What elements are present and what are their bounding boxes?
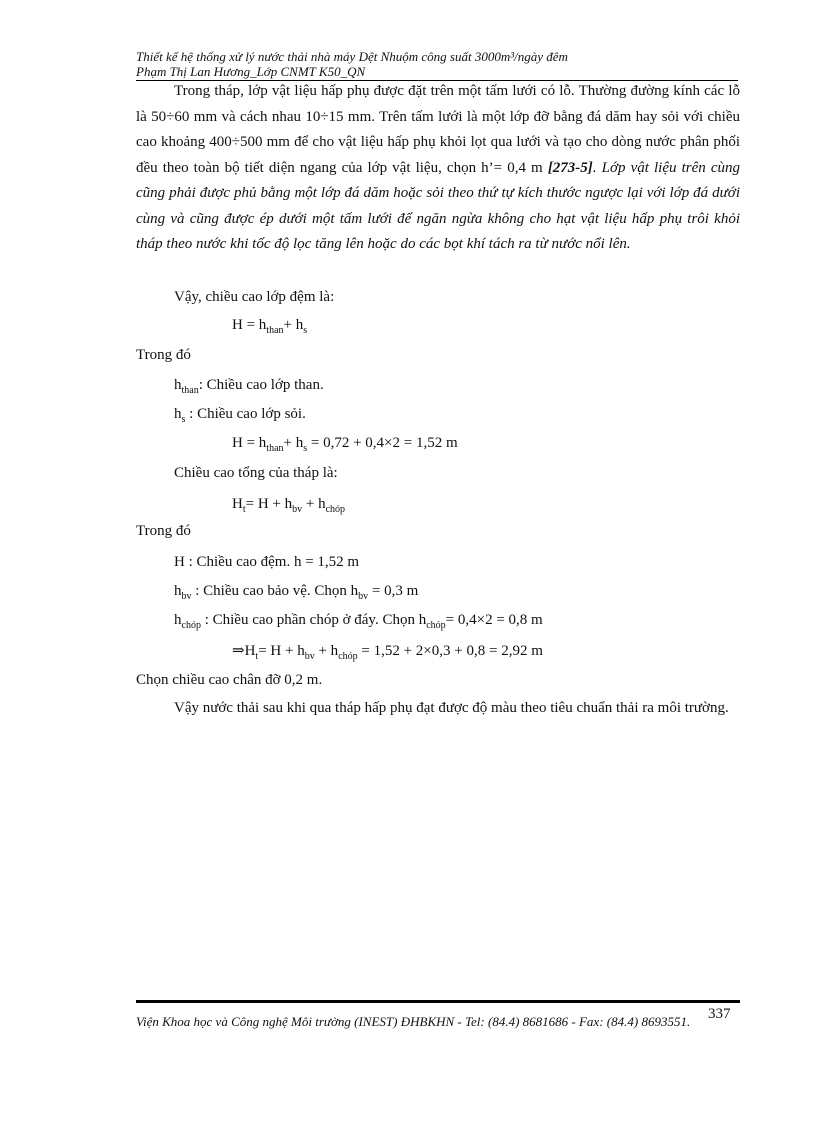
reference: [273-5] xyxy=(547,159,593,176)
calc-sub-s: s xyxy=(303,443,308,454)
calc-tail: = 0,72 + 0,4×2 = 1,52 m xyxy=(310,435,458,451)
footer-text: Viện Khoa học và Công nghệ Môi trường (INEST) ĐHBKHN - Tel: (84.4) 8681686 - Fax: (84.4) 8693551. xyxy=(136,1014,691,1029)
final-sub-t: t xyxy=(255,651,259,662)
def-bv-val: = 0,3 m xyxy=(368,583,419,599)
def-bv-sub: bv xyxy=(181,591,192,602)
ht-mid: = H + h xyxy=(245,496,293,512)
formula-H-sub-s: s xyxy=(303,325,308,336)
final-H: H xyxy=(244,643,256,659)
section2-lead: Chiều cao tổng của tháp là: xyxy=(174,465,338,481)
def-s xyxy=(174,403,306,425)
def-s-h: h xyxy=(174,406,182,422)
trong-do-1: Trong đó xyxy=(136,347,191,363)
formula-H xyxy=(232,314,307,336)
header-author: Phạm Thị Lan Hương_Lớp CNMT K50_QN xyxy=(136,64,366,79)
support-line: Chọn chiều cao chân đỡ 0,2 m. xyxy=(136,672,323,688)
intro-paragraph xyxy=(136,79,740,258)
formula-H-plus: + h xyxy=(283,317,304,333)
formula-Ht-final xyxy=(232,640,543,662)
def-than xyxy=(174,374,324,396)
final-tail: = 1,52 + 2×0,3 + 0,8 = 2,92 m xyxy=(357,643,543,659)
intro-text-after: . Lớp vật liệu trên cùng cũng phải được phủ bằng một lớp đá dăm hoặc sỏi theo thứ tự kích thước ngược lại với lớp đá dưới cùng và cũng được ép dưới một tấm lưới để ngăn ngừa không cho hạt vật liệu hấp phụ trôi khỏi tháp theo nước khi tốc độ lọc tăng lên hoặc do các bọt khí tách ra từ nước nổi lên. xyxy=(136,159,740,252)
def-chop-sub2: chóp xyxy=(426,620,446,631)
formula-H-lhs: H = h xyxy=(232,317,267,333)
trong-do-2: Trong đó xyxy=(136,523,191,539)
calc-lhs: H = h xyxy=(232,435,267,451)
final-mid: = H + h xyxy=(258,643,305,659)
formula-Ht xyxy=(232,493,345,515)
footer-divider xyxy=(136,1000,740,1003)
final-sub-chop: chóp xyxy=(338,651,358,662)
ht-sub-bv: bv xyxy=(292,504,303,515)
def-s-sub: s xyxy=(181,414,186,425)
def-s-text: : Chiều cao lớp sỏi. xyxy=(185,406,306,422)
def-bv-h: h xyxy=(174,583,182,599)
section1-lead: Vậy, chiều cao lớp đệm là: xyxy=(174,289,335,305)
def-than-h: h xyxy=(174,377,182,393)
formula-H-calc xyxy=(232,432,458,454)
page-number: 337 xyxy=(708,1006,731,1022)
formula-H-sub-than: than xyxy=(266,325,284,336)
def-than-sub: than xyxy=(181,385,199,396)
ht-H: H xyxy=(232,496,243,512)
ht-sub-t: t xyxy=(242,504,246,515)
def-bv-sub2: bv xyxy=(358,591,369,602)
final-plus: + h xyxy=(314,643,339,659)
final-arrow: ⇒ xyxy=(232,643,245,659)
def-chop-val: = 0,4×2 = 0,8 m xyxy=(445,612,543,628)
final-sub-bv: bv xyxy=(304,651,315,662)
ht-plus: + h xyxy=(302,496,326,512)
def-than-text: : Chiều cao lớp than. xyxy=(198,377,324,393)
def-bv-text: : Chiều cao bảo vệ. Chọn h xyxy=(191,583,359,599)
header-title: Thiết kế hệ thống xử lý nước thải nhà máy Dệt Nhuộm công suất 3000m³/ngày đêm xyxy=(136,49,568,64)
def-chop-h: h xyxy=(174,612,182,628)
def-chop xyxy=(174,609,543,631)
intro-text: Trong tháp, lớp vật liệu hấp phụ được đặt trên một tấm lưới có lỗ. Thường đường kính các lỗ là 50÷60 mm và cách nhau 10÷15 mm. Trên tấm lưới là một lớp đỡ bằng đá dăm hay sỏi với chiều cao khoảng 400÷500 mm để cho vật liệu hấp phụ khỏi lọt qua lưới và tạo cho dòng nước phân phối đều theo toàn bộ tiết diện ngang của lớp vật liệu, chọn h’= 0,4 m xyxy=(136,83,740,176)
def-chop-text: : Chiều cao phần chóp ở đáy. Chọn h xyxy=(200,612,427,628)
calc-sub-than: than xyxy=(266,443,284,454)
ht-sub-chop: chóp xyxy=(325,504,346,515)
calc-plus: + h xyxy=(283,435,304,451)
conclusion-paragraph: Vậy nước thải sau khi qua tháp hấp phụ đạt được độ màu theo tiêu chuẩn thải ra môi trường. xyxy=(174,700,729,716)
def-bv xyxy=(174,580,418,602)
def-chop-sub: chóp xyxy=(181,620,201,631)
def-H: H : Chiều cao đệm. h = 1,52 m xyxy=(174,554,360,570)
